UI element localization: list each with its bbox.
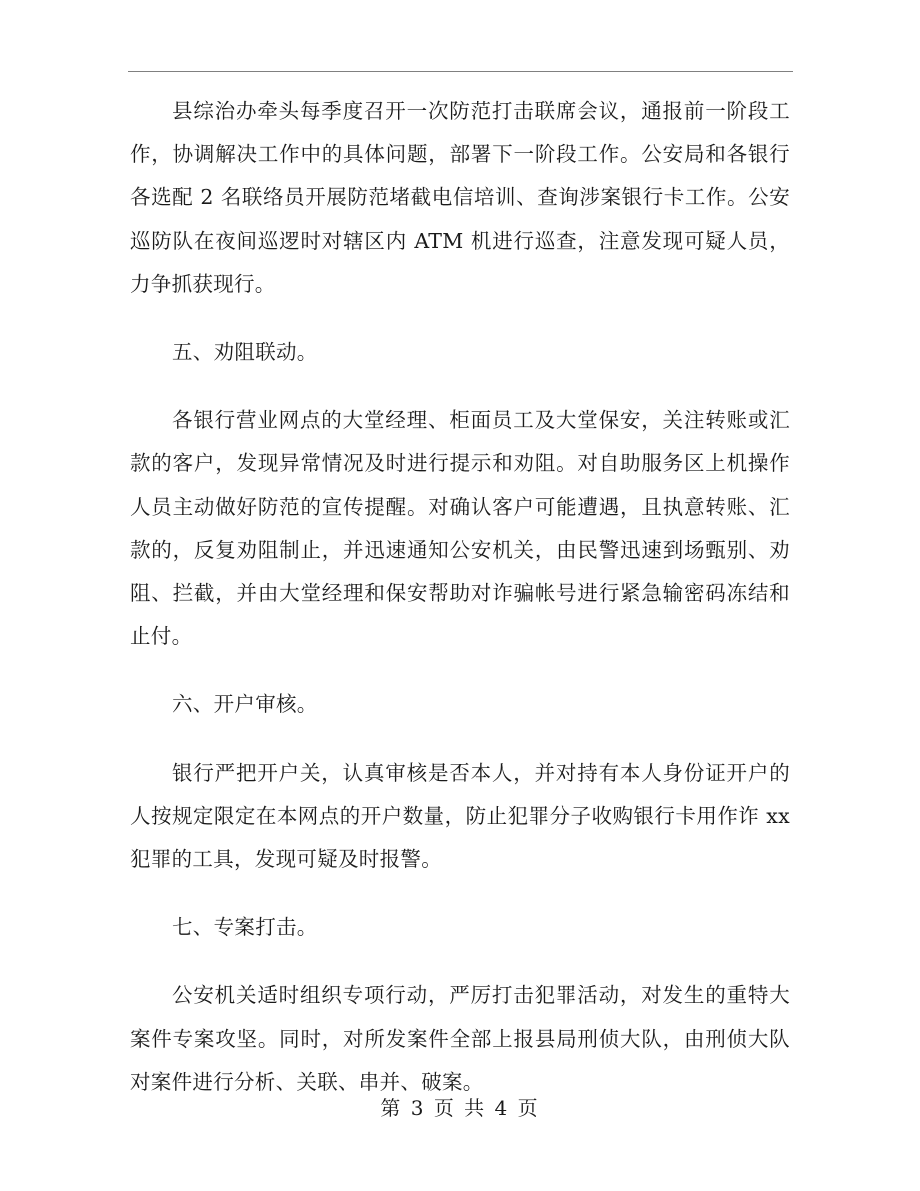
paragraph-account-review: 银行严把开户关，认真审核是否本人，并对持有本人身份证开户的人按规定限定在本网点的开户数量，防止犯罪分子收购银行卡用作诈 xx 犯罪的工具，发现可疑及时报警。 — [130, 760, 790, 872]
paragraph-special-case: 公安机关适时组织专项行动，严厉打击犯罪活动，对发生的重特大案件专案攻坚。同时，对所发案件全部上报县局刑侦大队，由刑侦大队对案件进行分析、关联、串并、破案。 — [130, 983, 790, 1094]
section-heading-dissuasion: 五、劝阻联动。 — [172, 340, 318, 365]
paragraph-joint-meeting: 县综治办牵头每季度召开一次防范打击联席会议，通报前一阶段工作，协调解决工作中的具体问题，部署下一阶段工作。公安局和各银行各选配 2 名联络员开展防范堵截电信培训、查询涉案银行卡工作。公安巡防队在夜间巡逻时对辖区内 ATM 机进行巡查，注意发现可疑人员，力争抓获现行。 — [130, 99, 790, 296]
paragraph-dissuasion: 各银行营业网点的大堂经理、柜面员工及大堂保安，关注转账或汇款的客户，发现异常情况及时进行提示和劝阻。对自助服务区上机操作人员主动做好防范的宣传提醒。对确认客户可能遭遇，且执意转账、汇款的，反复劝阻制止，并迅速通知公安机关，由民警迅速到场甄别、劝阻、拦截，并由大堂经理和保安帮助对诈骗帐号进行紧急输密码冻结和止付。 — [130, 408, 790, 649]
document-body — [130, 90, 790, 1104]
page-number-footer: 第 3 页 共 4 页 — [380, 1096, 540, 1120]
section-heading-special-case: 七、专案打击。 — [172, 915, 318, 940]
section-heading-account-review: 六、开户审核。 — [172, 692, 318, 717]
header-rule — [128, 71, 793, 72]
